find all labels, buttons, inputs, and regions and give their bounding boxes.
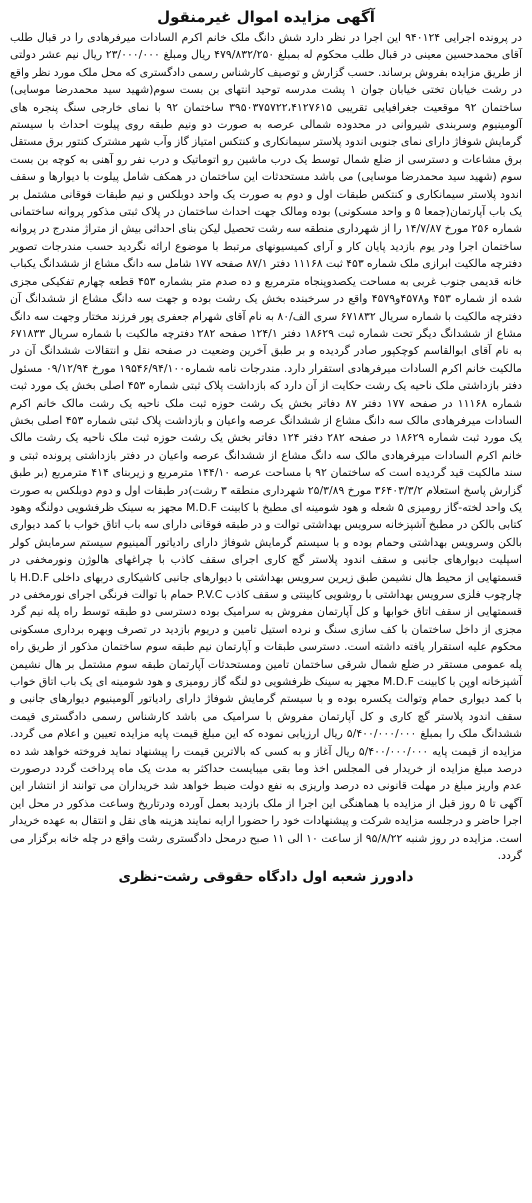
- notice-body: در پرونده اجرایی ۹۴۰۱۲۴ این اجرا در نظر دارد شش دانگ ملک خانم اکرم السادات میرفرهادی را در قبال طلب آقای محمدحسین معینی در قبال طلب محکوم له بمبلغ ۴۷۹/۸۳۲/۲۵۰ ریال ومبلغ ۲۳/۰۰۰/۰۰۰ ریال نیم عشر دولتی از طریق مزایده بفروش برساند. حسب گزارش و توصیف کارشناس رسمی دادگستری که محل ملک مورد نظر واقع در رشت خیابان تختی خیابان جوان ۱ پشت مدرسه توحید انتهای بن بست سوم(شهید سید محمدرضا موسایی) ساختمان ۹۲ موقعیت جغرافیایی تقریبی ۳۹۵۰۳۷۵۷۲۲،۴۱۲۷۶۱۵ ساختمان ۹۲ با نمای خارجی سنگ پنجره های آلومینیوم وسربندی شیروانی در محدوده شمالی عرصه به صورت دو ونیم طبقه روی پیلوت احداث با سیستم گرمایش شوفاژ دارای نمای جنوبی اندود پلاستر سیمانکاری و کنتکس امتیاز گاز وآب شهر مشترک کنتور برق مستقل برق مشاعات و دسترسی از ضلع شمال توسط یک درب ماشین رو اتوماتیک و درب نفر رو آهنی به کوچه بن بست سوم (شهید سید محمدرضا موسایی) می باشد مستحدثات این ساختمان در همکف شامل پیلوت با دیوارها و سقف اندود پلاستر سیمانکاری و کنتکس طبقات اول و دوم به صورت یک واحد دوبلکس و نیم طبقات فوقانی مشتمل بر یک باب آپارتمان(جمعا ۵ و واحد مسکونی) بوده ومالک جهت احداث ساختمان در پلاک ثبتی مذکور پروانه ساختمانی شماره ۲۵۶ مورخ ۱۴/۷/۸۷ را از شهرداری منطقه سه رشت تحصیل لیکن بنای احداثی بیش از متراژ مندرج در پروانه ساختمان اجرا ودر یوم بازدید پایان کار و آرای کمیسیونهای مرتبط با موضوع ارائه نگردید حسب مندرجات تصویر دفترچه مالکیت ابرازی ملک شماره ۴۵۳ ثبت ۱۱۱۶۸ دفتر ۸۷/۱ صفحه ۱۷۷ شامل سه دانگ مشاع از ششدانگ یکباب خانه قدیمی جنوب غربی به مساحت یکصدوپنجاه مترمربع و ده صدم متر بشماره ۴۵۳ قطعه چهارم تفکیکی مجزی شده از شماره ۴۵۳ و۴۵۷۸و۴۵۷۹ واقع در سرخبنده بخش یک رشت بوده و جهت سه دانگ مشاع از ششدانگ آن دفترچه مالکیت با شماره سریال ۶۷۱۸۳۲ سری الف/۸۰ به نام آقای شهرام جعفری پور فرزند مختار وجهت سه دانگ مشاع از ششدانگ دیگر تحت شماره ثبت ۱۸۶۲۹ دفتر ۱۲۴/۱ صفحه ۲۸۲ دفترچه مالکیت با شماره سریال ۶۷۱۸۳۳ به نام آقای ابوالقاسم کوچکپور صادر گردیده و بر طبق آخرین وضعیت در صفحه نقل و انتقالات ششدانگ آن در مالکیت خانم اکرم السادات میرفرهادی استقرار دارد. مندرجات نامه شماره۱۹۵۴۶/۹۴/۱۰۰ مورخ ۰۹/۱۲/۹۴ مسئول دفتر بازداشتی ملک ناحیه یک رشت حکایت از آن دارد که بازداشت پلاک ثبتی شماره ۴۵۳ اصلی بخش یک مورد ثبت شماره ۱۱۱۶۸ در صفحه ۱۷۷ دفتر ۸۷ دفاتر بخش یک رشت حوزه ثبت ملک ناحیه یک رشت مالک خانم اکرم السادات میرفرهادی مالک سه دانگ مشاع از ششدانگ عرصه واعیان و بازداشت پلاک ثبتی شماره ۴۵۳ اصلی بخش یک مورد ثبت شماره ۱۸۶۲۹ در صفحه ۲۸۲ دفتر ۱۲۴ دفاتر بخش یک رشت حوزه ثبت ملک ناحیه یک رشت مالک خانم اکرم السادات میرفرهادی مالک سه دانگ مشاع از ششدانگ عرصه واعیان در دفتر بازداشتی پرونده ثبتی و سند مالکیت قید گردیده است که ساختمان ۹۲ با مساحت عرصه ۱۴۴/۱۰ مترمربع و زیربنای ۴۱۴ مترمربع (بر طبق گزارش پاسخ استعلام ۳۶۴۰۳/۳/۲ مورخ ۲۵/۳/۸۹ شهرداری منطقه ۳ رشت)در طبقات اول و دوم دوبلکس به صورت یک واحد لخته-گاز رومیزی ۵ شعله و هود شومینه ای مطبخ با کابینت M.D.F مجهز به سینک ظرفشویی دولنگه وهود کتابی بالکن در مطبخ آشپزخانه سرویس بهداشتی توالت و در طبقه فوقانی دارای سه باب اتاق خواب با کمد دیواری بالکن وسرویس بهداشتی وحمام بوده و با سیستم گرمایش شوفاژ دارای رادیاتور آلمینیوم سیستم سرمایش کولر اسپلیت دیوارهای جانبی و سقف اندود پلاستر گچ کاری اجرای سقف کاذب با چراغهای هالوژن ونورمخفی در قسمتهایی از محیط هال نشیمن طبق زیرین سرویس بهداشتی با دیوارهای جانبی کاشیکاری دربهای داخلی H.D.F با چارچوب فلزی سرویس بهداشتی با روشویی کابینتی و سقف کاذب P.V.C حمام با توالت فرنگی اجرای نورمخفی در قسمتهایی از سقف اتاق خوابها و کل آپارتمان مفروش به سرامیک بوده دسترسی دو طبقه توسط راه پله نیم گرد مجزی از داخل ساختمان با کف سازی سنگ و نرده استیل تامین و دریوم بازدید در تصرف وبهره برداری مسکونی محکوم علیه استقرار یافته داشته است. دسترسی طبقات و آپارتمان نیم طبقه سوم ساختمان مذکور از طریق راه پله عمومی مستقر در ضلع شمال شرقی ساختمان تامین ومستحدثات آپارتمان طبقه سوم مشتمل بر هال نشیمن آشپزخانه اوپن با کابینت M.D.F مجهز به سینک ظرفشویی دو لنگه گاز رومیزی و هود شومینه ای یک باب اتاق خواب با کمد دیواری حمام وتوالت یکسره بوده و با سیستم گرمایش شوفاژ دارای رادیاتور آلومینیوم دیوارهای جانبی و سقف اندود پلاستر گچ کاری و کل آپارتمان مفروش با سرامیک می باشد کارشناس رسمی دادگستری قیمت ششدانگ ملک را بمبلغ ۵/۴۰۰/۰۰۰/۰۰۰ ریال ارزیابی نموده که این مبلغ قیمت پایه مزایده تعیین و اعلام می گردد. مزایده از قیمت پایه ۵/۴۰۰/۰۰۰/۰۰۰ ریال آغاز و به کسی که بالاترین قیمت را پیشنهاد نماید فروخته خواهد شد ده درصد مبلغ مزایده از خریدار فی المجلس اخذ وما بقی میبایست حداکثر به مدت یک ماه پرداخت گردد درصورت عدم واریز مبلغ در مهلت قانونی ده درصد واریزی به نفع دولت ضبط خواهد شد خریداران می توانند از انتشار این آگهی تا ۵ روز قبل از مزایده با هماهنگی این اجرا از ملک بازدید بعمل آورده ودرتاریخ وساعت مذکور در محل این اجرا حاضر و درجلسه مزایده شرکت و پیشنهادات خود را حضورا ارایه نمایند هزینه های نقل و انتقال به عهده خریدار است. مزایده در روز شنبه ۹۵/۸/۲۲ از ساعت ۱۰ الی ۱۱ صبح درمحل دادگستری رشت واقع در چله خانه برگزار می گردد.: [10, 31, 523, 863]
- notice-title: آگهی مزایده اموال غیرمنقول: [157, 8, 375, 26]
- notice-signature: دادورز شعبه اول دادگاه حقوقی رشت-نظری: [118, 868, 414, 885]
